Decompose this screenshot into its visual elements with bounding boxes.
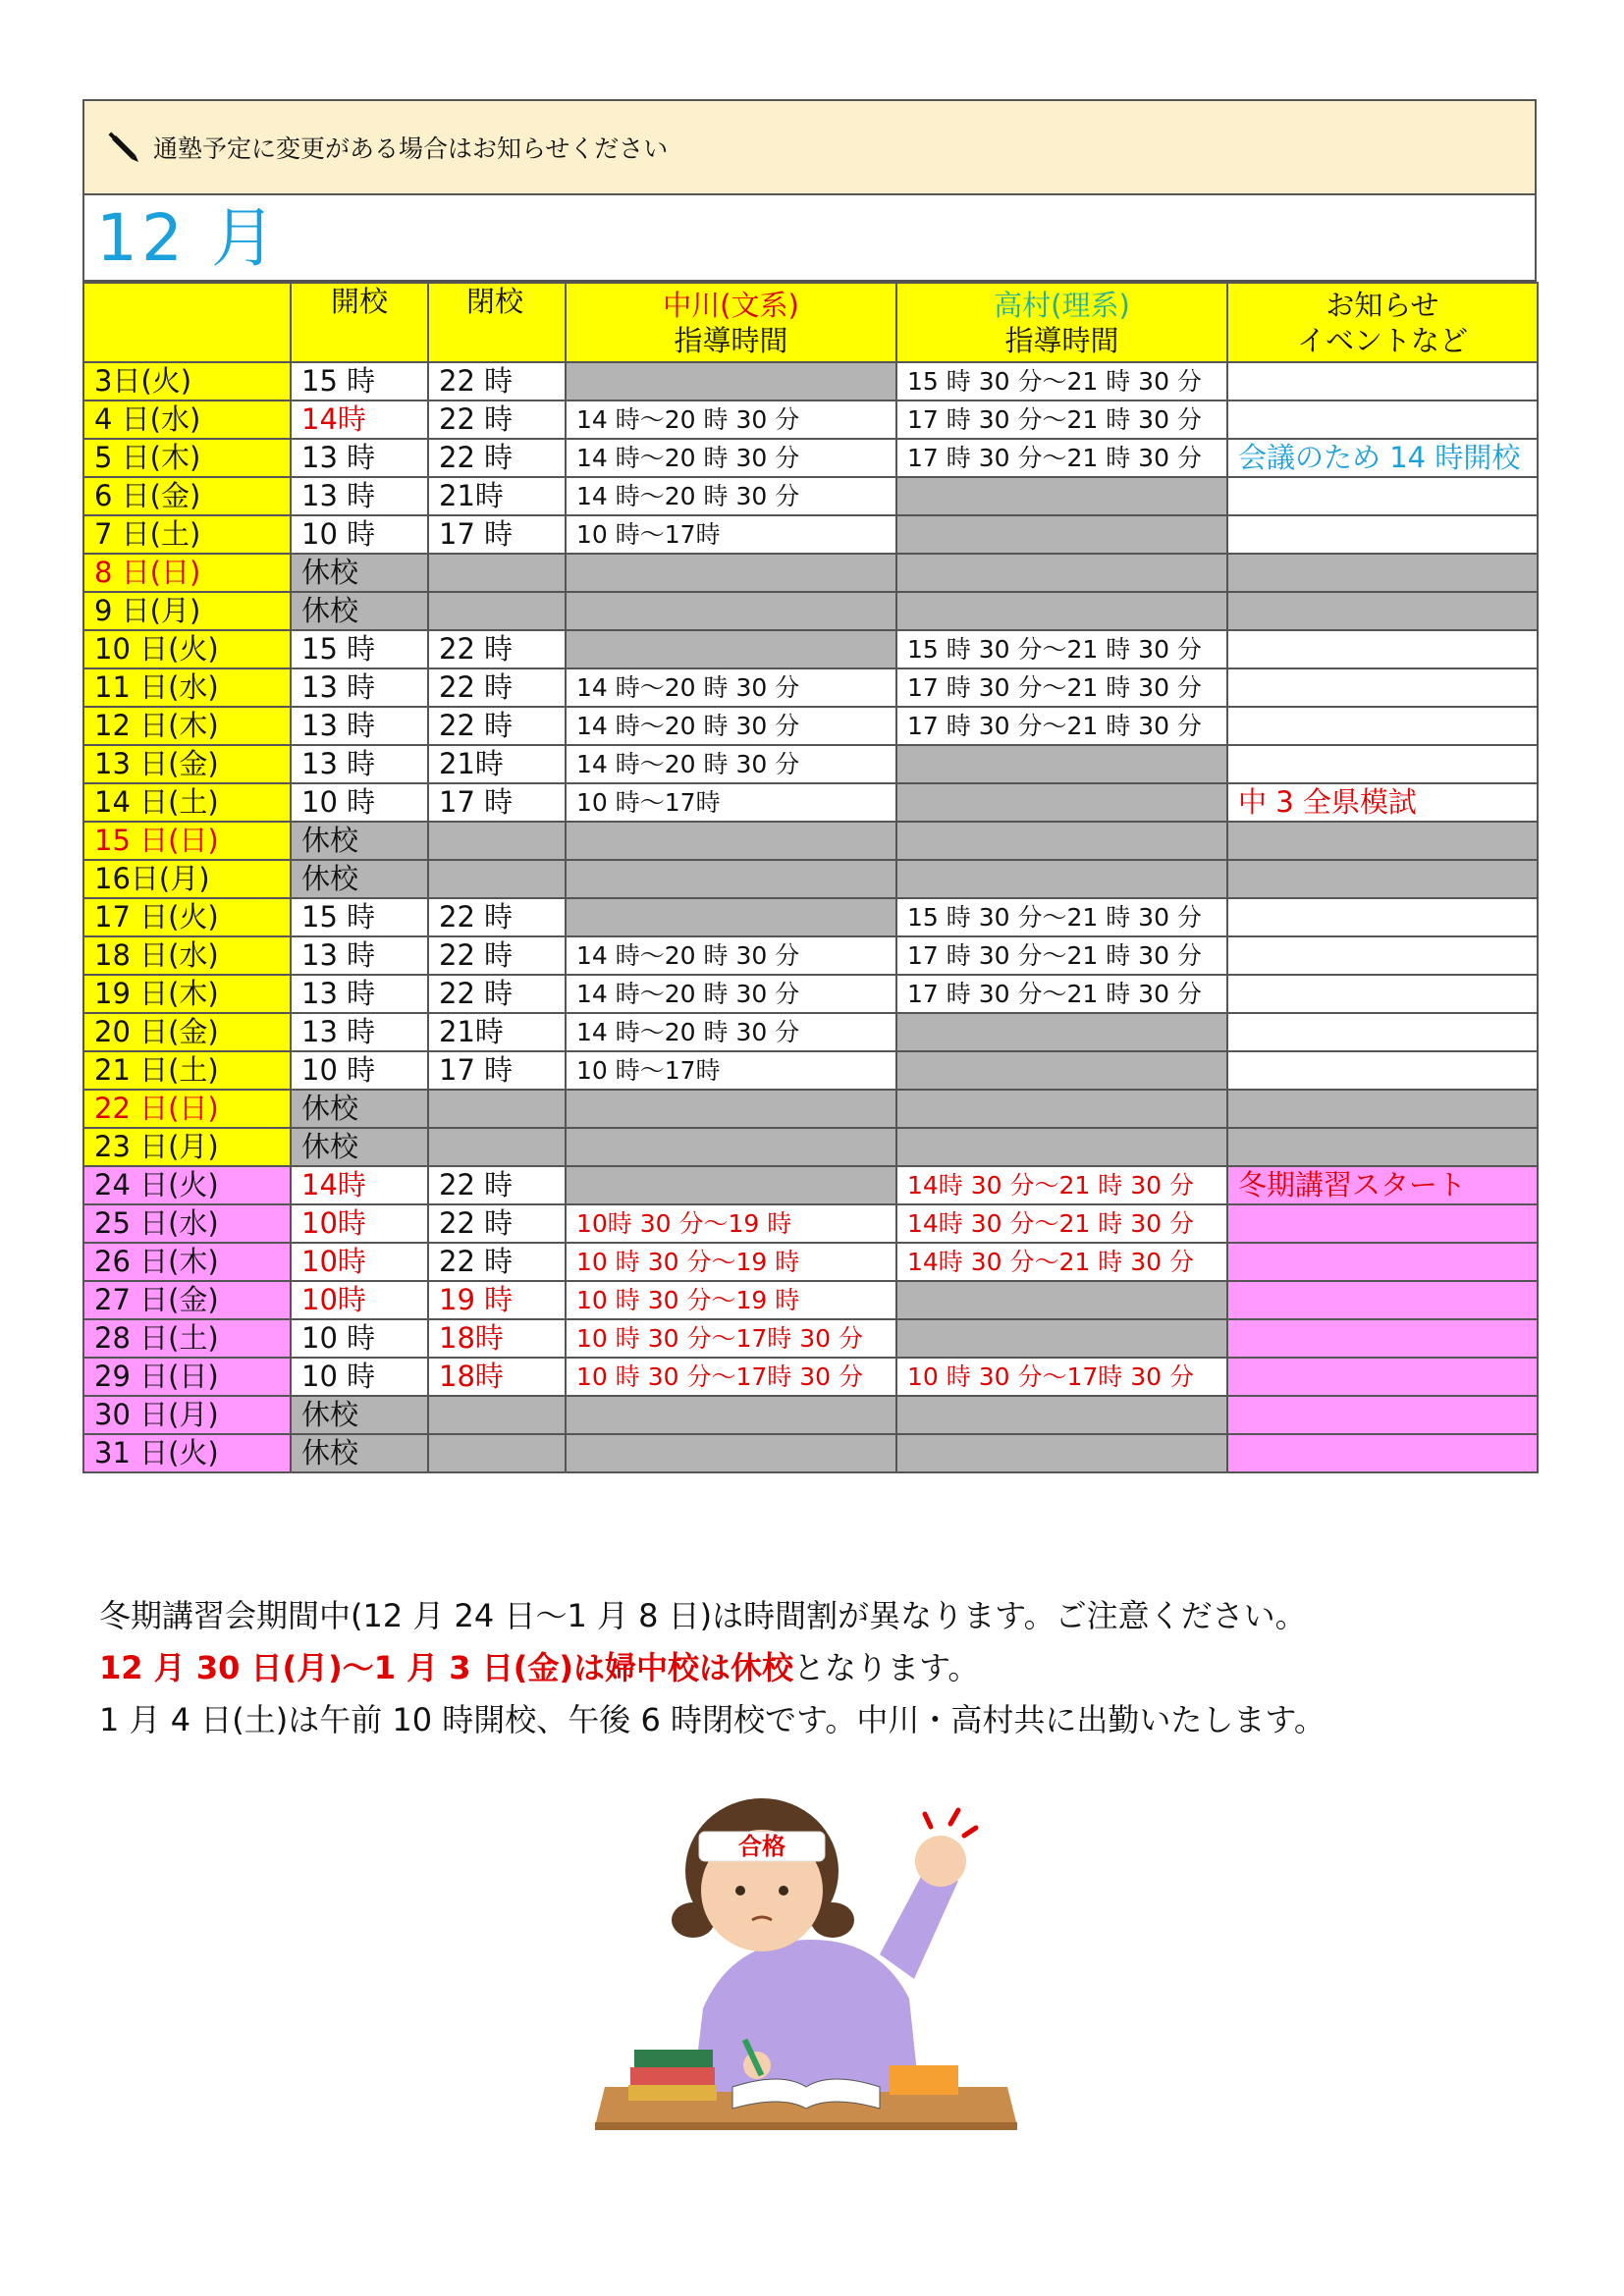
cell-close: 22 時 xyxy=(428,707,566,745)
cell-close: 17 時 xyxy=(428,1051,566,1090)
cell-nakagawa: 10 時～17時 xyxy=(566,1051,896,1090)
table-row xyxy=(83,1090,1538,1128)
cell-close xyxy=(428,1434,566,1472)
cell-day: 6 日(金) xyxy=(83,477,291,515)
cell-close: 18時 xyxy=(428,1319,566,1358)
cell-info xyxy=(1227,1013,1538,1051)
cell-takamura xyxy=(896,822,1227,860)
cell-close: 22 時 xyxy=(428,975,566,1013)
cell-day: 23 日(月) xyxy=(83,1128,291,1166)
cell-day: 24 日(火) xyxy=(83,1166,291,1204)
cell-open: 13 時 xyxy=(291,745,428,783)
cell-day: 13 日(金) xyxy=(83,745,291,783)
cell-close: 22 時 xyxy=(428,668,566,707)
cell-day: 26 日(木) xyxy=(83,1243,291,1281)
cell-day: 18 日(水) xyxy=(83,936,291,975)
month-title: 12 月 xyxy=(82,195,1537,282)
cell-open: 10時 xyxy=(291,1243,428,1281)
cell-day: 5 日(木) xyxy=(83,439,291,477)
cell-day: 15 日(日) xyxy=(83,822,291,860)
table-row xyxy=(83,1319,1538,1358)
table-row xyxy=(83,630,1538,668)
cell-close: 21時 xyxy=(428,745,566,783)
table-row xyxy=(83,822,1538,860)
table-row xyxy=(83,1013,1538,1051)
cell-info xyxy=(1227,592,1538,630)
cell-info xyxy=(1227,477,1538,515)
table-row xyxy=(83,554,1538,592)
cell-day: 30 日(月) xyxy=(83,1396,291,1434)
cell-nakagawa: 14 時～20 時 30 分 xyxy=(566,439,896,477)
cell-close xyxy=(428,1396,566,1434)
cell-open: 13 時 xyxy=(291,439,428,477)
cell-close: 22 時 xyxy=(428,898,566,936)
cell-nakagawa xyxy=(566,554,896,592)
cell-day: 11 日(水) xyxy=(83,668,291,707)
cell-close xyxy=(428,1090,566,1128)
cell-nakagawa: 10 時～17時 xyxy=(566,515,896,554)
table-row xyxy=(83,1166,1538,1204)
header-info-line2: イベントなど xyxy=(1296,323,1468,357)
cell-open: 15 時 xyxy=(291,898,428,936)
cell-close: 22 時 xyxy=(428,1204,566,1243)
cell-info: 中 3 全県模試 xyxy=(1227,783,1538,822)
table-row xyxy=(83,745,1538,783)
cell-nakagawa: 14 時～20 時 30 分 xyxy=(566,400,896,439)
table-row xyxy=(83,439,1538,477)
cell-info xyxy=(1227,515,1538,554)
cell-day: 25 日(水) xyxy=(83,1204,291,1243)
header-info-line1: お知らせ xyxy=(1326,288,1439,322)
cell-close xyxy=(428,860,566,898)
cell-day: 19 日(木) xyxy=(83,975,291,1013)
table-row xyxy=(83,898,1538,936)
cell-info xyxy=(1227,1128,1538,1166)
cell-takamura xyxy=(896,592,1227,630)
table-row xyxy=(83,1281,1538,1319)
header-takamura xyxy=(896,283,1227,362)
cell-open: 15 時 xyxy=(291,630,428,668)
header-nakagawa-sub: 指導時間 xyxy=(674,323,788,357)
cell-info xyxy=(1227,1396,1538,1434)
cell-open: 10時 xyxy=(291,1281,428,1319)
cell-close xyxy=(428,1128,566,1166)
table-row xyxy=(83,1434,1538,1472)
cell-nakagawa: 10 時 30 分～19 時 xyxy=(566,1243,896,1281)
cell-open: 10 時 xyxy=(291,1319,428,1358)
cell-day: 27 日(金) xyxy=(83,1281,291,1319)
cell-takamura xyxy=(896,477,1227,515)
cell-takamura xyxy=(896,1396,1227,1434)
cell-open: 13 時 xyxy=(291,477,428,515)
cell-nakagawa xyxy=(566,1166,896,1204)
cell-open: 10 時 xyxy=(291,1051,428,1090)
cell-day: 10 日(火) xyxy=(83,630,291,668)
cell-takamura: 14時 30 分～21 時 30 分 xyxy=(896,1243,1227,1281)
cell-day: 29 日(日) xyxy=(83,1358,291,1396)
cell-info xyxy=(1227,668,1538,707)
header-nakagawa xyxy=(566,283,896,362)
cell-close: 18時 xyxy=(428,1358,566,1396)
cell-open: 10 時 xyxy=(291,1358,428,1396)
cell-close: 22 時 xyxy=(428,400,566,439)
pencil-icon xyxy=(106,130,141,165)
cell-info xyxy=(1227,975,1538,1013)
cell-takamura xyxy=(896,1051,1227,1090)
cell-day: 21 日(土) xyxy=(83,1051,291,1090)
cell-info xyxy=(1227,860,1538,898)
cell-takamura xyxy=(896,515,1227,554)
cell-info xyxy=(1227,822,1538,860)
cell-day: 22 日(日) xyxy=(83,1090,291,1128)
table-row xyxy=(83,1243,1538,1281)
table-row xyxy=(83,1396,1538,1434)
cell-open: 14時 xyxy=(291,400,428,439)
cell-nakagawa: 14 時～20 時 30 分 xyxy=(566,1013,896,1051)
cell-open: 13 時 xyxy=(291,1013,428,1051)
cell-takamura: 17 時 30 分～21 時 30 分 xyxy=(896,936,1227,975)
cell-nakagawa: 10 時 30 分～19 時 xyxy=(566,1281,896,1319)
cell-info xyxy=(1227,1243,1538,1281)
cell-open: 休校 xyxy=(291,822,428,860)
cell-close: 22 時 xyxy=(428,630,566,668)
cell-close: 22 時 xyxy=(428,1243,566,1281)
cell-takamura: 17 時 30 分～21 時 30 分 xyxy=(896,400,1227,439)
header-nakagawa-name: 中川(文系) xyxy=(663,288,799,322)
cell-close: 22 時 xyxy=(428,439,566,477)
table-row xyxy=(83,860,1538,898)
schedule-table xyxy=(82,282,1539,1473)
table-row xyxy=(83,1358,1538,1396)
cell-open: 13 時 xyxy=(291,975,428,1013)
cell-nakagawa xyxy=(566,592,896,630)
cell-open: 10 時 xyxy=(291,783,428,822)
cell-info xyxy=(1227,1358,1538,1396)
cell-takamura xyxy=(896,1281,1227,1319)
cell-info xyxy=(1227,745,1538,783)
cell-close xyxy=(428,822,566,860)
cell-takamura xyxy=(896,783,1227,822)
cell-open: 休校 xyxy=(291,1128,428,1166)
note-line-2 xyxy=(99,1642,1326,1694)
cell-nakagawa: 14 時～20 時 30 分 xyxy=(566,477,896,515)
cell-takamura xyxy=(896,1434,1227,1472)
table-row xyxy=(83,936,1538,975)
cell-day: 3日(火) xyxy=(83,362,291,400)
notes xyxy=(99,1590,1326,1746)
table-row xyxy=(83,1128,1538,1166)
cell-close: 17 時 xyxy=(428,515,566,554)
cell-info xyxy=(1227,1319,1538,1358)
cell-close: 19 時 xyxy=(428,1281,566,1319)
cell-info xyxy=(1227,362,1538,400)
cell-nakagawa: 14 時～20 時 30 分 xyxy=(566,707,896,745)
cell-nakagawa: 10 時 30 分～17時 30 分 xyxy=(566,1319,896,1358)
holiday-notice: 12 月 30 日(月)～1 月 3 日(金)は婦中校は休校 xyxy=(99,1649,793,1686)
cell-info xyxy=(1227,554,1538,592)
cell-info xyxy=(1227,1281,1538,1319)
cell-open: 休校 xyxy=(291,1090,428,1128)
table-row xyxy=(83,975,1538,1013)
cell-open: 10 時 xyxy=(291,515,428,554)
cell-close: 22 時 xyxy=(428,362,566,400)
cell-open: 休校 xyxy=(291,1396,428,1434)
notice-banner xyxy=(82,99,1537,195)
cell-info xyxy=(1227,400,1538,439)
cell-takamura: 15 時 30 分～21 時 30 分 xyxy=(896,898,1227,936)
cell-day: 4 日(水) xyxy=(83,400,291,439)
cell-day: 12 日(木) xyxy=(83,707,291,745)
cell-day: 17 日(火) xyxy=(83,898,291,936)
table-row xyxy=(83,668,1538,707)
cell-open: 14時 xyxy=(291,1166,428,1204)
table-row xyxy=(83,1204,1538,1243)
table-row xyxy=(83,1051,1538,1090)
cell-takamura xyxy=(896,1090,1227,1128)
cell-nakagawa xyxy=(566,1434,896,1472)
cell-nakagawa xyxy=(566,1090,896,1128)
cell-close xyxy=(428,592,566,630)
cell-close xyxy=(428,554,566,592)
cell-takamura: 14時 30 分～21 時 30 分 xyxy=(896,1204,1227,1243)
cell-day: 14 日(土) xyxy=(83,783,291,822)
cell-close: 22 時 xyxy=(428,936,566,975)
cell-nakagawa: 14 時～20 時 30 分 xyxy=(566,975,896,1013)
table-header-row xyxy=(83,283,1538,362)
cell-open: 10時 xyxy=(291,1204,428,1243)
cell-info xyxy=(1227,1051,1538,1090)
cell-takamura xyxy=(896,1319,1227,1358)
table-row xyxy=(83,362,1538,400)
table-row xyxy=(83,515,1538,554)
cell-close: 21時 xyxy=(428,477,566,515)
cell-takamura: 14時 30 分～21 時 30 分 xyxy=(896,1166,1227,1204)
cell-nakagawa: 14 時～20 時 30 分 xyxy=(566,936,896,975)
table-row xyxy=(83,477,1538,515)
cell-nakagawa xyxy=(566,1128,896,1166)
header-takamura-name: 高村(理系) xyxy=(994,288,1130,322)
cell-info xyxy=(1227,936,1538,975)
schedule-sheet xyxy=(82,99,1537,1473)
cell-nakagawa xyxy=(566,1396,896,1434)
cell-info xyxy=(1227,1204,1538,1243)
headband-text: 合格 xyxy=(738,1833,785,1860)
cell-nakagawa: 14 時～20 時 30 分 xyxy=(566,745,896,783)
table-row xyxy=(83,707,1538,745)
cell-close: 17 時 xyxy=(428,783,566,822)
table-row xyxy=(83,592,1538,630)
cell-nakagawa xyxy=(566,860,896,898)
cell-takamura: 17 時 30 分～21 時 30 分 xyxy=(896,707,1227,745)
cell-nakagawa: 14 時～20 時 30 分 xyxy=(566,668,896,707)
cell-nakagawa: 10 時～17時 xyxy=(566,783,896,822)
notice-text: 通塾予定に変更がある場合はお知らせください xyxy=(153,134,669,163)
cell-info xyxy=(1227,707,1538,745)
cell-day: 20 日(金) xyxy=(83,1013,291,1051)
cell-takamura: 15 時 30 分～21 時 30 分 xyxy=(896,630,1227,668)
cell-open: 休校 xyxy=(291,860,428,898)
cell-day: 8 日(日) xyxy=(83,554,291,592)
header-close: 閉校 xyxy=(428,283,566,362)
cell-info xyxy=(1227,630,1538,668)
header-info xyxy=(1227,283,1538,362)
cell-takamura xyxy=(896,860,1227,898)
cell-nakagawa xyxy=(566,630,896,668)
cell-info xyxy=(1227,1434,1538,1472)
note-line-3: 1 月 4 日(土)は午前 10 時開校、午後 6 時閉校です。中川・高村共に出勤いたします。 xyxy=(99,1701,1326,1738)
cell-open: 休校 xyxy=(291,554,428,592)
cell-open: 13 時 xyxy=(291,707,428,745)
header-day xyxy=(83,283,291,362)
cell-day: 31 日(火) xyxy=(83,1434,291,1472)
cell-nakagawa xyxy=(566,822,896,860)
cell-day: 9 日(月) xyxy=(83,592,291,630)
cell-takamura xyxy=(896,1013,1227,1051)
header-takamura-sub: 指導時間 xyxy=(1004,323,1119,357)
cell-info xyxy=(1227,898,1538,936)
cell-nakagawa xyxy=(566,898,896,936)
cell-open: 13 時 xyxy=(291,668,428,707)
cell-day: 7 日(土) xyxy=(83,515,291,554)
cell-day: 28 日(土) xyxy=(83,1319,291,1358)
cell-info: 会議のため 14 時開校 xyxy=(1227,439,1538,477)
cell-takamura: 17 時 30 分～21 時 30 分 xyxy=(896,668,1227,707)
note-line-1: 冬期講習会期間中(12 月 24 日～1 月 8 日)は時間割が異なります。ご注意ください。 xyxy=(99,1597,1307,1634)
cell-open: 15 時 xyxy=(291,362,428,400)
cell-open: 休校 xyxy=(291,592,428,630)
cell-takamura: 15 時 30 分～21 時 30 分 xyxy=(896,362,1227,400)
cell-info xyxy=(1227,1090,1538,1128)
cell-nakagawa xyxy=(566,362,896,400)
holiday-notice-rest: となります。 xyxy=(792,1649,980,1686)
cell-takamura xyxy=(896,745,1227,783)
cell-open: 13 時 xyxy=(291,936,428,975)
cell-info: 冬期講習スタート xyxy=(1227,1166,1538,1204)
cell-takamura: 17 時 30 分～21 時 30 分 xyxy=(896,975,1227,1013)
table-row xyxy=(83,783,1538,822)
table-row xyxy=(83,400,1538,439)
cell-open: 休校 xyxy=(291,1434,428,1472)
cell-day: 16日(月) xyxy=(83,860,291,898)
student-illustration xyxy=(585,1792,1027,2136)
cell-close: 22 時 xyxy=(428,1166,566,1204)
header-open: 開校 xyxy=(291,283,428,362)
cell-close: 21時 xyxy=(428,1013,566,1051)
cell-takamura xyxy=(896,1128,1227,1166)
cell-takamura xyxy=(896,554,1227,592)
cell-takamura: 17 時 30 分～21 時 30 分 xyxy=(896,439,1227,477)
cell-nakagawa: 10時 30 分～19 時 xyxy=(566,1204,896,1243)
cell-takamura: 10 時 30 分～17時 30 分 xyxy=(896,1358,1227,1396)
cell-nakagawa: 10 時 30 分～17時 30 分 xyxy=(566,1358,896,1396)
